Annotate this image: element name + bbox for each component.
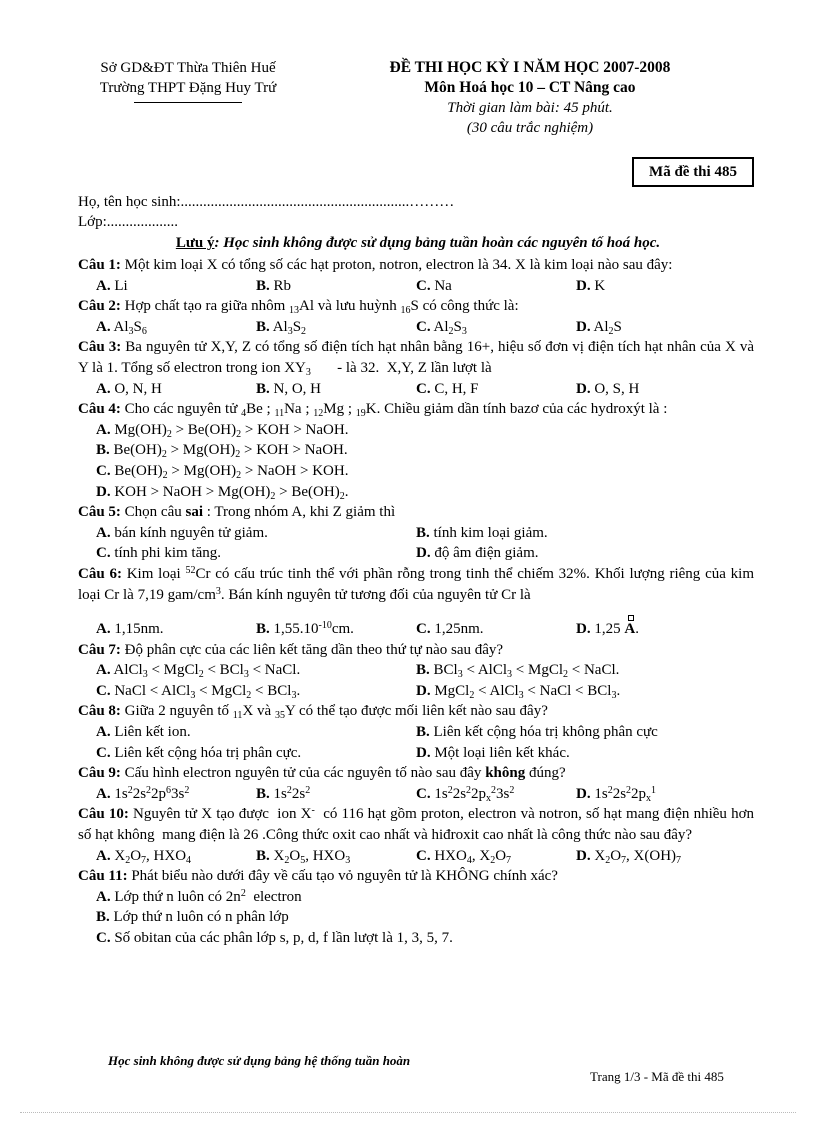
- option-letter: B.: [256, 277, 270, 294]
- option-a: A. Lớp thứ n luôn có $2n^2$ electron: [96, 887, 302, 905]
- options: [78, 784, 754, 805]
- question-number: Câu 7:: [78, 641, 121, 658]
- school-header: [78, 58, 298, 103]
- options: [78, 523, 754, 564]
- option-text: K: [594, 277, 606, 294]
- exam-header: [330, 58, 730, 138]
- question-stem: Câu 9: Cấu hình electron nguyên tử của các nguyên tố nào sau đây không đúng?: [78, 765, 566, 782]
- exam-note: [78, 233, 758, 253]
- question-number: Câu 5:: [78, 504, 121, 521]
- option-text: Liên kết ion.: [114, 724, 191, 741]
- student-class-field: Lớp:...................: [78, 214, 179, 230]
- option-text: O, S, H: [594, 380, 640, 397]
- question-number: Câu 1:: [78, 257, 121, 273]
- question-text: Một kim loại X có tổng số các hạt proton, notron, electron là 34. X là kim loại nào sau đây:: [124, 257, 673, 273]
- option-letter: D.: [416, 744, 431, 761]
- option-a: A. $1s^22s^22p^63s^2$: [96, 784, 190, 802]
- page-number: Trang 1/3 - Mã đề thi 485: [590, 1069, 724, 1084]
- question-stem: Câu 3: Ba nguyên tử X,Y, Z có tổng số điện tích hạt nhân bằng 16+, hiệu số đơn vị điện tích hạt nhân của X và Y là 1. Tổng số electron trong ion $XY_3$ - là 32. X,Y, Z lần lượt là: [78, 339, 754, 378]
- option-b: B. $1,55.10^{-10}cm$.: [256, 620, 354, 638]
- question-stem: Câu 8: Giữa 2 nguyên tố $_{11}$X và $_{35}$Y có thể tạo được mối liên kết nào sau đây?: [78, 703, 548, 722]
- option-d: D. $Al_2S$: [576, 318, 622, 337]
- question-stem: [78, 866, 754, 887]
- student-info: [78, 192, 454, 232]
- options: [78, 722, 754, 763]
- question-9: [78, 763, 754, 804]
- option-letter: D.: [576, 380, 591, 397]
- option-text: C, H, F: [434, 380, 479, 397]
- option-d: [416, 743, 736, 764]
- options: [78, 887, 754, 949]
- question-number: Câu 10:: [78, 806, 129, 823]
- question-stem: [78, 640, 754, 661]
- option-d: D. KOH > NaOH > $Mg(OH)_2 > Be(OH)_2$.: [96, 483, 349, 502]
- option-c: C. $Al_2S_3$: [416, 318, 467, 337]
- option-c: [96, 928, 754, 949]
- option-letter: C.: [416, 277, 431, 294]
- options: [78, 420, 754, 502]
- option-c: C. NaCl < AlCl$_3$ < MgCl$_2$ < BCl$_3$.: [96, 682, 301, 701]
- option-c: [416, 379, 576, 400]
- option-a: [96, 523, 416, 544]
- option-c: C. $1s^22s^22p_x^23s^2$: [416, 784, 515, 804]
- question-stem: Câu 10: Nguyên tử X tạo được ion X- có 116 hạt gồm proton, electron và notron, số hạt mang điện nhiều hơn số hạt không mang điện là 26 .Công thức oxit cao nhất và hiđroxit cao nhất là công thức nào sau đây?: [78, 805, 755, 844]
- option-a: A. 1,15nm.: [96, 621, 164, 638]
- options: [78, 619, 754, 640]
- student-name-field: Họ, tên học sinh:.............................................................………: [78, 194, 455, 210]
- question-3: [78, 337, 754, 399]
- note-text: : Học sinh không được sử dụng bảng tuần hoàn các nguyên tố hoá học.: [214, 235, 661, 251]
- option-b: [96, 907, 754, 928]
- question-5: [78, 502, 754, 564]
- option-c: C. $HXO_4$, $X_2O_7$: [416, 847, 512, 866]
- question-number: Câu 6:: [78, 565, 122, 582]
- question-10: [78, 804, 754, 866]
- question-4: [78, 399, 754, 502]
- option-letter: A.: [96, 724, 111, 741]
- option-a: [96, 722, 416, 743]
- option-letter: C.: [416, 380, 431, 397]
- option-text: Rb: [273, 277, 292, 294]
- option-letter: C.: [96, 744, 111, 761]
- option-text: Li: [114, 277, 128, 294]
- question-stem: Câu 6: Kim loại $^{52}$Cr có cấu trúc tinh thể với phần rỗng trong tinh thể chiếm 32%. Khối lượng riêng của kim loại Cr là 7,19 gam/$cm^3$. Bán kính nguyên tử tương đối của nguyên tử Cr là: [78, 564, 754, 603]
- option-letter: D.: [576, 277, 591, 294]
- angstrom-symbol: A: [624, 619, 635, 640]
- option-b: [416, 523, 736, 544]
- option-b: B. $Be(OH)_2 > Mg(OH)_2$ > KOH > NaOH.: [96, 442, 348, 461]
- exam-subject: Môn Hoá học 10 – CT Nâng cao: [424, 79, 636, 96]
- option-d: D. 1,25 A.: [576, 619, 736, 640]
- option-b: [256, 379, 416, 400]
- option-b: [256, 276, 416, 297]
- option-text: Liên kết cộng hóa trị không phân cực: [433, 724, 658, 741]
- option-c: C. $Be(OH)_2 > Mg(OH)_2$ > NaOH > KOH.: [96, 462, 349, 481]
- question-2: [78, 296, 754, 337]
- option-b: B. BCl$_3$ < AlCl$_3$ < MgCl$_2$ < NaCl.: [416, 662, 620, 681]
- option-a: [96, 379, 256, 400]
- question-number: Câu 3:: [78, 339, 122, 356]
- option-a: [96, 276, 256, 297]
- option-a: A. $Mg(OH)_2 > Be(OH)_2$ > KOH > NaOH.: [96, 421, 349, 440]
- option-d: D. $X_2O_7$, $X(OH)_7$: [576, 847, 682, 866]
- footer-note: Học sinh không được sử dụng bảng hệ thống tuần hoàn: [108, 1053, 411, 1068]
- option-text: bán kính nguyên tử giảm.: [114, 524, 268, 541]
- question-6: [78, 564, 754, 640]
- question-number: Câu 8:: [78, 703, 121, 720]
- question-11: [78, 866, 754, 948]
- option-text: tính kim loại giảm.: [433, 524, 548, 541]
- question-count: (30 câu trắc nghiệm): [466, 120, 594, 136]
- exam-title: ĐỀ THI HỌC KỲ I NĂM HỌC 2007-2008: [389, 59, 671, 76]
- option-d: D. MgCl$_2$ < AlCl$_3$ < NaCl < BCl$_3$.: [416, 682, 621, 701]
- option-letter: A.: [96, 380, 111, 397]
- note-label: Lưu ý: [175, 235, 215, 251]
- page-break-line: [20, 1112, 796, 1113]
- option-text: O, N, H: [114, 380, 162, 397]
- options: [78, 379, 754, 400]
- option-letter: C.: [96, 930, 111, 946]
- department-name: Sở GD&ĐT Thừa Thiên Huế: [100, 60, 276, 76]
- option-b: B. $X_2O_5$, $HXO_3$: [256, 847, 351, 866]
- option-a: A. $X_2O_7$, $HXO_4$: [96, 847, 192, 866]
- option-d: D. $1s^22s^22p_x^1$: [576, 784, 657, 804]
- option-c: [416, 276, 576, 297]
- options: [78, 276, 754, 297]
- question-number: Câu 2:: [78, 298, 121, 315]
- exam-code-box: Mã đề thi 485: [632, 157, 754, 187]
- option-letter: D.: [416, 545, 431, 562]
- option-letter: B.: [256, 380, 270, 397]
- header-divider: [134, 102, 242, 103]
- option-c: C. 1,25nm.: [416, 621, 484, 638]
- question-number: Câu 4:: [78, 401, 121, 418]
- question-text: Độ phân cực của các liên kết tăng dần theo thứ tự nào sau đây?: [124, 641, 504, 658]
- option-letter: A.: [96, 277, 111, 294]
- option-text: tính phi kim tăng.: [114, 545, 222, 562]
- school-name: Trường THPT Đặng Huy Trứ: [99, 80, 277, 96]
- question-7: [78, 640, 754, 702]
- option-a: A. $Al_3S_6$: [96, 318, 147, 337]
- question-number: Câu 9:: [78, 765, 121, 782]
- option-text: Liên kết cộng hóa trị phân cực.: [114, 744, 302, 761]
- question-stem: Câu 5: Chọn câu sai : Trong nhóm A, khi Z giảm thì: [78, 504, 396, 521]
- option-text: Lớp thứ n luôn có n phân lớp: [113, 909, 289, 926]
- options: [78, 846, 754, 867]
- options: [78, 660, 754, 701]
- option-text: Số obitan của các phân lớp s, p, d, f lần lượt là 1, 3, 5, 7.: [114, 930, 453, 946]
- option-text: Một loại liên kết khác.: [434, 744, 570, 761]
- question-stem: Câu 4: Cho các nguyên tử $_4$Be ; $_{11}$Na ; $_{12}$Mg ; $_{19}$K. Chiều giảm dần tính bazơ của các hydroxýt là :: [78, 401, 668, 420]
- option-c: [96, 743, 416, 764]
- question-stem: [78, 255, 754, 276]
- option-text: độ âm điện giảm.: [434, 545, 539, 562]
- option-letter: C.: [96, 545, 111, 562]
- option-letter: B.: [416, 724, 430, 741]
- question-1: [78, 255, 754, 296]
- option-text: N, O, H: [273, 380, 322, 397]
- option-a: A. AlCl$_3$ < MgCl$_2$ < BCl$_3$ < NaCl.: [96, 662, 301, 681]
- option-letter: A.: [96, 524, 111, 541]
- option-letter: B.: [416, 524, 430, 541]
- option-d: [416, 543, 736, 564]
- option-b: [416, 722, 736, 743]
- exam-duration: Thời gian làm bài: 45 phút.: [447, 100, 613, 116]
- question-list: [78, 255, 754, 949]
- option-c: [96, 543, 416, 564]
- option-d: [576, 276, 736, 297]
- options: [78, 317, 754, 338]
- option-d: [576, 379, 736, 400]
- option-b: B. $Al_3S_2$: [256, 318, 307, 337]
- question-8: [78, 701, 754, 763]
- question-text: Phát biểu nào dưới đây về cấu tạo vỏ nguyên tử là KHÔNG chính xác?: [131, 868, 558, 885]
- option-letter: B.: [96, 909, 110, 926]
- option-b: B. $1s^22s^2$: [256, 784, 311, 802]
- question-number: Câu 11:: [78, 868, 128, 885]
- option-text: Na: [434, 277, 452, 294]
- question-stem: Câu 2: Hợp chất tạo ra giữa nhôm $_{13}$Al và lưu huỳnh $_{16}$S có công thức là:: [78, 298, 519, 317]
